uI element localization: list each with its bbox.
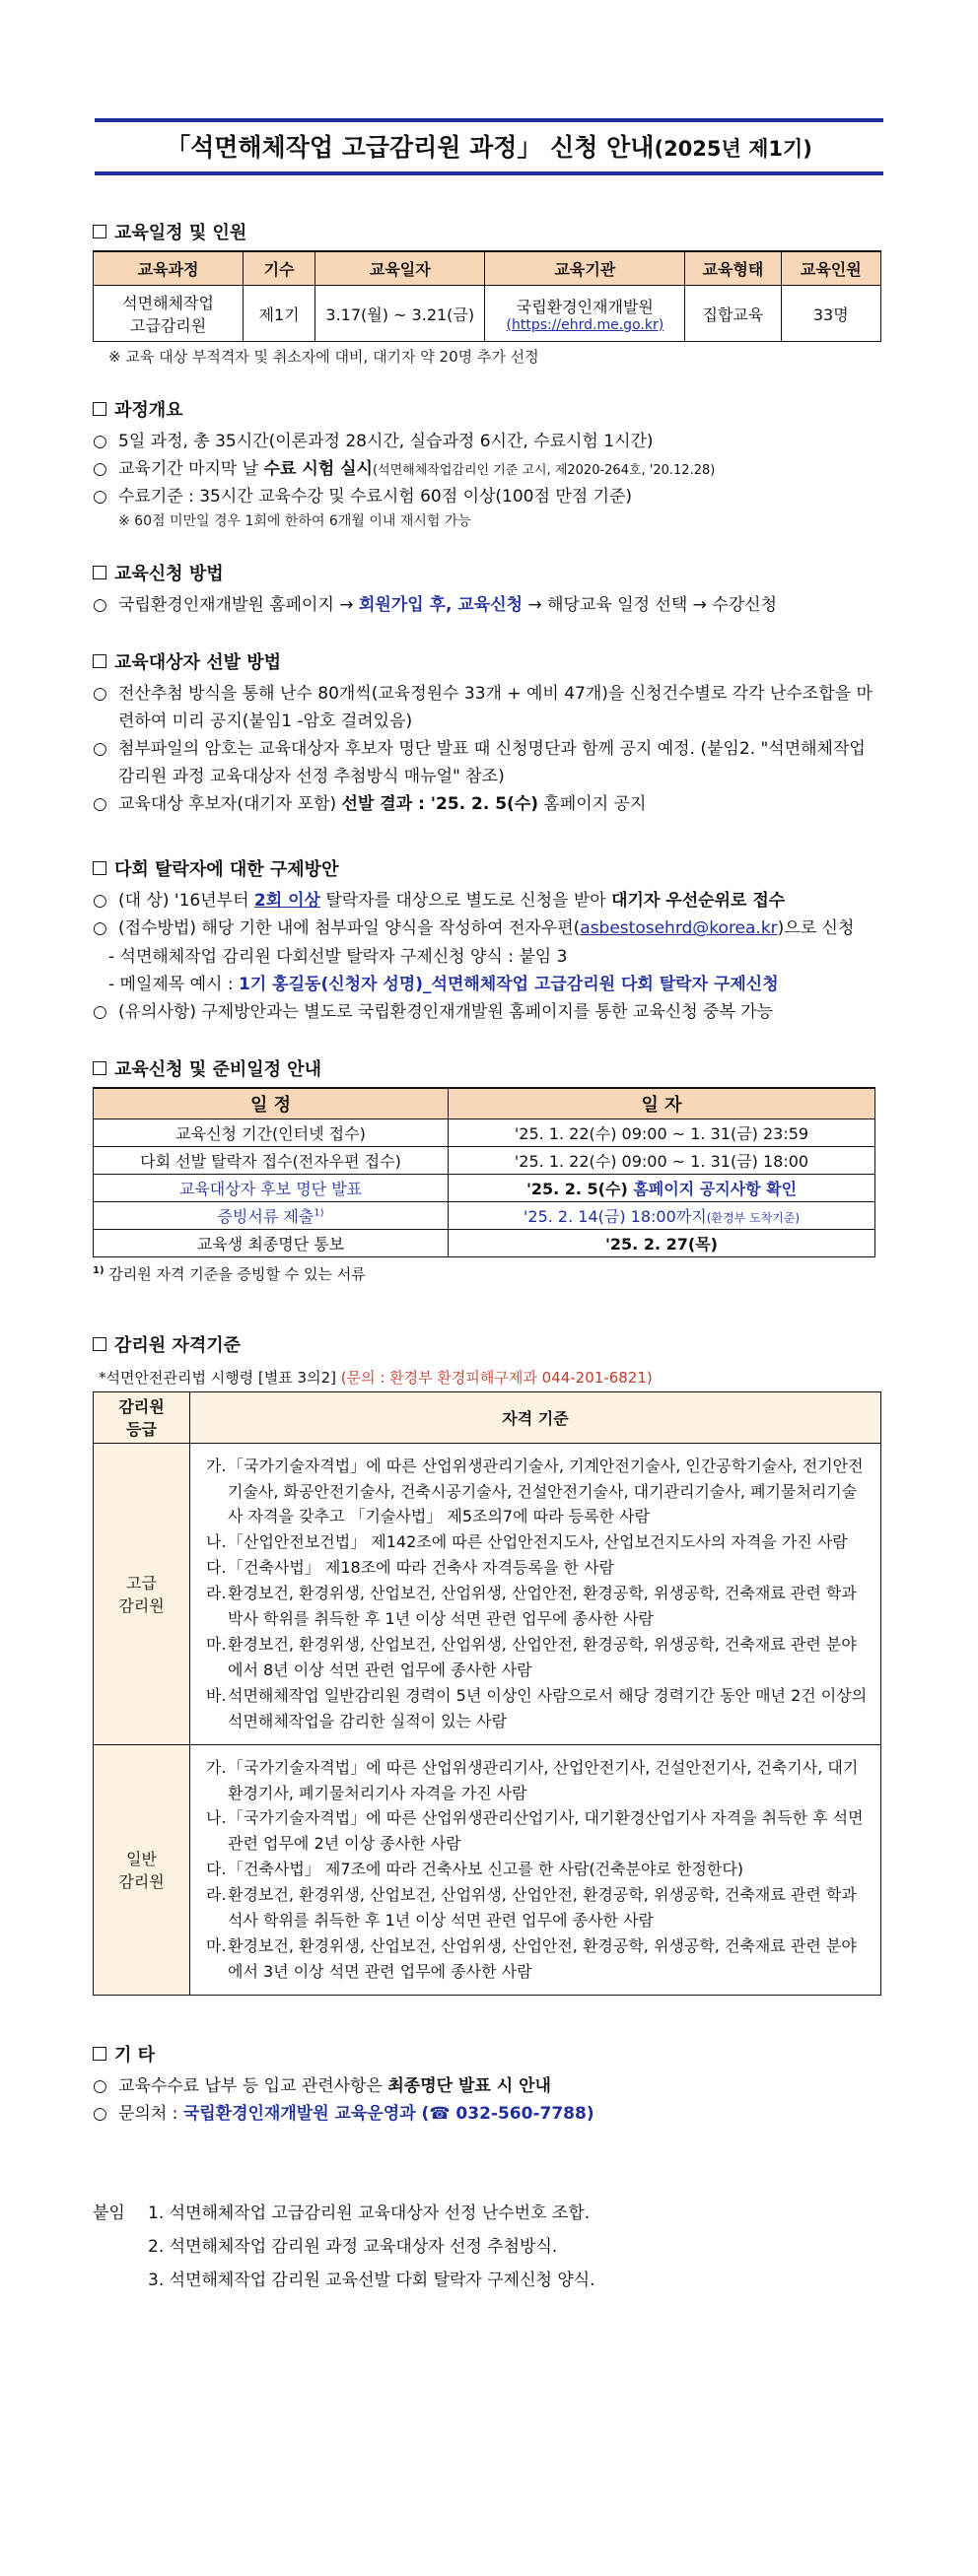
- qualification-table: [93, 1391, 881, 1996]
- checkbox-square-icon: [93, 402, 106, 416]
- criteria-item: 나. 「산업안전보건법」 제142조에 따른 산업안전지도사, 산업보건지도사의 자격을 가진 사람: [206, 1532, 848, 1552]
- table-row: 교육대상자 후보 명단 발표 '25. 2. 5(수) 홈페이지 공지사항 확인: [94, 1174, 875, 1201]
- col-header: 일 정: [94, 1088, 449, 1119]
- attachment-item: 2. 석면해체작업 감리원 과정 교육대상자 선정 추첨방식.: [148, 2236, 558, 2257]
- section-heading: 교육신청 방법: [93, 560, 885, 585]
- org-website-link[interactable]: (https://ehrd.me.go.kr): [506, 316, 664, 333]
- section-application-method: [93, 560, 885, 619]
- list-item: ○ (접수방법) 해당 기한 내에 첨부파일 양식을 작성하여 전자우편(asbestosehrd@korea.kr)으로 신청: [93, 915, 885, 942]
- col-header: 교육인원: [781, 251, 880, 286]
- col-header: 교육일자: [315, 251, 485, 286]
- section-heading: 기 타: [93, 2041, 885, 2067]
- col-header: 자격 기준: [190, 1391, 881, 1443]
- section-schedule-count: [93, 219, 885, 367]
- page-subtitle: (2025년 제1기): [654, 137, 812, 161]
- table-cell: 석면해체작업 고급감리원: [94, 286, 244, 342]
- list-item: ○ 교육기간 마지막 날 수료 시험 실시(석면해체작업감리인 기준 고시, 제2020-264호, '20.12.28): [93, 455, 885, 483]
- criteria-item: 라. 환경보건, 환경위생, 산업보건, 산업위생, 산업안전, 환경공학, 위생공학, 건축재료 관련 학과 박사 학위를 취득한 후 1년 이상 석면 관련 업무에 종사한 사람: [206, 1584, 857, 1629]
- checkbox-square-icon: [93, 1061, 106, 1075]
- table-cell: 제1기: [244, 286, 315, 342]
- table-row: 교육생 최종명단 통보 '25. 2. 27(목): [94, 1229, 875, 1256]
- page-title: 「석면해체작업 고급감리원 과정」 신청 안내: [166, 133, 655, 162]
- grade-cell: 고급 감리원: [94, 1443, 190, 1744]
- criteria-cell: [190, 1443, 881, 1744]
- list-subitem: - 석면해체작업 감리원 다회선발 탈락자 구제신청 양식 : 붙임 3: [108, 946, 568, 967]
- checkbox-square-icon: [93, 2047, 106, 2061]
- criteria-item: 나. 「국가기술자격법」에 따른 산업위생관리산업기사, 대기환경산업기사 자격을 취득한 후 석면 관련 업무에 2년 이상 종사한 사람: [206, 1808, 864, 1854]
- checkbox-square-icon: [93, 1337, 106, 1351]
- section-heading: 교육일정 및 인원: [93, 219, 885, 244]
- table-cell: 집합교육: [685, 286, 781, 342]
- section-selection-method: [93, 648, 885, 818]
- email-link[interactable]: asbestosehrd@korea.kr: [580, 918, 778, 939]
- circle-bullet-icon: ○: [93, 794, 107, 815]
- section-overview: [93, 396, 885, 530]
- section-heading: 교육대상자 선발 방법: [93, 648, 885, 674]
- list-item: ○ 전산추첨 방식을 통해 난수 80개씩(교육정원수 33개 + 예비 47개)을 신청건수별로 각각 난수조합을 마련하여 미리 공지(붙임1 -암호 걸려있음): [93, 680, 885, 735]
- checkbox-square-icon: [93, 654, 106, 668]
- checkbox-square-icon: [93, 861, 106, 875]
- list-item: ○ (대 상) '16년부터 2회 이상 탈락자를 대상으로 별도로 신청을 받아 대기자 우선순위로 접수: [93, 887, 885, 915]
- table-row: [94, 286, 881, 342]
- list-item: ○ 문의처 : 국립환경인재개발원 교육운영과 (☎ 032-560-7788): [93, 2100, 885, 2128]
- circle-bullet-icon: ○: [93, 487, 107, 508]
- circle-bullet-icon: ○: [93, 2075, 107, 2096]
- circle-bullet-icon: ○: [93, 891, 107, 912]
- table-row: [94, 1443, 881, 1744]
- col-header: 교육형태: [685, 251, 781, 286]
- list-item: ○ 첨부파일의 암호는 교육대상자 후보자 명단 발표 때 신청명단과 함께 공지 예정. (붙임2. "석면해체작업 감리원 과정 교육대상자 선정 추첨방식 매뉴얼" 참조): [93, 735, 885, 790]
- footnote: $^{1)}$ 감리원 자격 기준을 증빙할 수 있는 서류: [93, 1264, 366, 1283]
- law-reference: *석면안전관리법 시행령 [별표 3의2] (문의 : 환경부 환경피해구제과 044-201-6821): [99, 1368, 653, 1387]
- list-item: ○ 국립환경인재개발원 홈페이지 → 회원가입 후, 교육신청 → 해당교육 일정 선택 → 수강신청: [93, 591, 885, 619]
- criteria-item: 마. 환경보건, 환경위생, 산업보건, 산업위생, 산업안전, 환경공학, 위생공학, 건축재료 관련 분야에서 3년 이상 석면 관련 업무에 종사한 사람: [206, 1935, 857, 1981]
- note: ※ 60점 미만일 경우 1회에 한하여 6개월 이내 재시험 가능: [118, 513, 471, 530]
- list-subitem: - 메일제목 예시 : 1기 홍길동(신청자 성명)_석면해체작업 고급감리원 다회 탈락자 구제신청: [108, 974, 779, 994]
- section-heading: 다회 탈락자에 대한 구제방안: [93, 855, 885, 881]
- section-timeline: [93, 1055, 885, 1284]
- timeline-table: [93, 1087, 875, 1257]
- table-row: [94, 1744, 881, 1995]
- course-table: [93, 250, 881, 342]
- grade-cell: 일반 감리원: [94, 1744, 190, 1995]
- criteria-cell: [190, 1744, 881, 1995]
- col-header: 교육기관: [485, 251, 685, 286]
- circle-bullet-icon: ○: [93, 739, 107, 760]
- section-qualifications: [93, 1331, 885, 1996]
- circle-bullet-icon: ○: [93, 459, 107, 480]
- col-header: 일 자: [449, 1088, 875, 1119]
- circle-bullet-icon: ○: [93, 2103, 107, 2124]
- col-header: 교육과정: [94, 251, 244, 286]
- phone-contact: (☎ 032-560-7788): [415, 2103, 594, 2124]
- circle-bullet-icon: ○: [93, 595, 107, 616]
- criteria-item: 라. 환경보건, 환경위생, 산업보건, 산업위생, 산업안전, 환경공학, 위생공학, 건축재료 관련 학과 석사 학위를 취득한 후 1년 이상 석면 관련 업무에 종사한 사람: [206, 1885, 857, 1931]
- attachment-label: 붙임: [93, 2203, 125, 2223]
- list-item: ○ (유의사항) 구제방안과는 별도로 국립환경인재개발원 홈페이지를 통한 교육신청 중복 가능: [93, 998, 885, 1026]
- circle-bullet-icon: ○: [93, 1001, 107, 1022]
- section-heading: 감리원 자격기준: [93, 1331, 885, 1357]
- list-item: ○ 교육수수료 납부 등 입교 관련사항은 최종명단 발표 시 안내: [93, 2072, 885, 2100]
- table-row: 증빙서류 제출$^{1)}$ '25. 2. 14(금) 18:00까지(환경부 도착기준): [94, 1201, 875, 1229]
- attachment-item: 3. 석면해체작업 감리원 교육선발 다회 탈락자 구제신청 양식.: [148, 2270, 595, 2290]
- table-row: 다회 선발 탈락자 접수(전자우편 접수) '25. 1. 22(수) 09:00 ~ 1. 31(금) 18:00: [94, 1146, 875, 1174]
- section-heading: 교육신청 및 준비일정 안내: [93, 1055, 885, 1081]
- criteria-item: 다. 「건축사법」 제7조에 따라 건축사보 신고를 한 사람(건축분야로 한정한다): [206, 1860, 744, 1879]
- criteria-item: 바. 석면해체작업 일반감리원 경력이 5년 이상인 사람으로서 해당 경력기간 동안 매년 2건 이상의 석면해체작업을 감리한 실적이 있는 사람: [206, 1685, 868, 1730]
- section-misc: [93, 2041, 885, 2128]
- checkbox-square-icon: [93, 225, 106, 238]
- note: ※ 교육 대상 부적격자 및 취소자에 대비, 대기자 약 20명 추가 선정: [108, 348, 539, 366]
- col-header: 감리원 등급: [94, 1391, 190, 1443]
- circle-bullet-icon: ○: [93, 918, 107, 939]
- list-item: ○ 수료기준 : 35시간 교육수강 및 수료시험 60점 이상(100점 만점 기준): [93, 483, 885, 510]
- col-header: 기수: [244, 251, 315, 286]
- criteria-item: 다. 「건축사법」 제18조에 따라 건축사 자격등록을 한 사람: [206, 1558, 614, 1578]
- list-item: ○ 교육대상 후보자(대기자 포함) 선발 결과 : '25. 2. 5(수) 홈페이지 공지: [93, 790, 885, 818]
- attachments: [93, 2197, 885, 2297]
- section-heading: 과정개요: [93, 396, 885, 422]
- table-cell: 국립환경인재개발원 (https://ehrd.me.go.kr): [485, 286, 685, 342]
- list-item: ○ 5일 과정, 총 35시간(이론과정 28시간, 실습과정 6시간, 수료시험 1시간): [93, 428, 885, 455]
- criteria-item: 가. 「국가기술자격법」에 따른 산업위생관리기사, 산업안전기사, 건설안전기사, 건축기사, 대기환경기사, 폐기물처리기사 자격을 가진 사람: [206, 1757, 859, 1802]
- title-banner: [95, 118, 883, 175]
- attachment-item: 붙임 1. 석면해체작업 고급감리원 교육대상자 선정 난수번호 조합.: [93, 2197, 885, 2230]
- criteria-item: 마. 환경보건, 환경위생, 산업보건, 산업위생, 산업안전, 환경공학, 위생공학, 건축재료 관련 분야에서 8년 이상 석면 관련 업무에 종사한 사람: [206, 1635, 857, 1679]
- checkbox-square-icon: [93, 566, 106, 579]
- circle-bullet-icon: ○: [93, 684, 107, 705]
- table-cell: 3.17(월) ~ 3.21(금): [315, 286, 485, 342]
- table-cell: 33명: [781, 286, 880, 342]
- circle-bullet-icon: ○: [93, 432, 107, 451]
- section-relief-plan: [93, 855, 885, 1025]
- table-row: 교육신청 기간(인터넷 접수) '25. 1. 22(수) 09:00 ~ 1. 31(금) 23:59: [94, 1119, 875, 1146]
- criteria-item: 가. 「국가기술자격법」에 따른 산업위생관리기술사, 기계안전기술사, 인간공학기술사, 전기안전기술사, 화공안전기술사, 건축시공기술사, 건설안전기술사, 대기관리기술사, 폐기물처리기술사 자격을 갖추고 「기술사법」 제5조의7에 따라 등록한 사람: [206, 1456, 864, 1526]
